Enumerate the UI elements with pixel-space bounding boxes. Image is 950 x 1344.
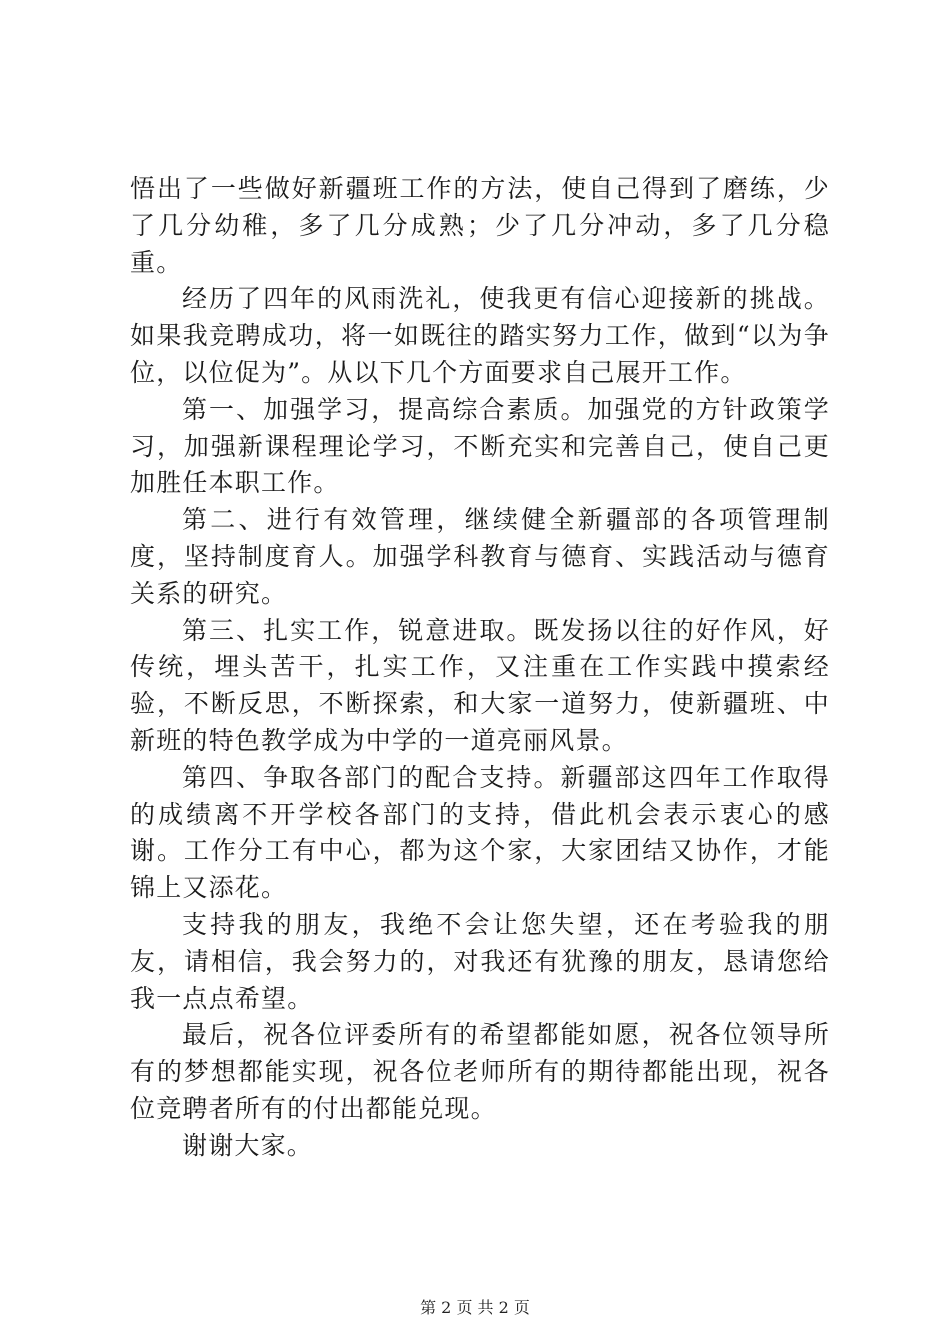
paragraph-1: 悟出了一些做好新疆班工作的方法，使自己得到了磨练，少了几分幼稚，多了几分成熟；少了几分冲动，多了几分稳重。 [130, 174, 830, 277]
paragraph-4: 第二、进行有效管理，继续健全新疆部的各项管理制度，坚持制度育人。加强学科教育与德育、实践活动与德育关系的研究。 [130, 505, 830, 608]
page-number-footer: 第 2 页 共 2 页 [420, 1298, 530, 1317]
paragraph-7: 支持我的朋友，我绝不会让您失望，还在考验我的朋友，请相信，我会努力的，对我还有犹豫的朋友，恳请您给我一点点希望。 [130, 909, 830, 1013]
document-body [130, 171, 830, 1165]
paragraph-9: 谢谢大家。 [182, 1130, 314, 1160]
paragraph-8: 最后，祝各位评委所有的希望都能如愿，祝各位领导所有的梦想都能实现，祝各位老师所有的期待都能出现，祝各位竞聘者所有的付出都能兑现。 [130, 1020, 830, 1123]
paragraph-2: 经历了四年的风雨洗礼，使我更有信心迎接新的挑战。如果我竞聘成功，将一如既往的踏实努力工作，做到“以为争位，以位促为”。从以下几个方面要求自己展开工作。 [130, 284, 830, 387]
paragraph-3: 第一、加强学习，提高综合素质。加强党的方针政策学习，加强新课程理论学习，不断充实和完善自己，使自己更加胜任本职工作。 [130, 394, 830, 498]
paragraph-5: 第三、扎实工作，锐意进取。既发扬以往的好作风，好传统，埋头苦干，扎实工作，又注重在工作实践中摸索经验，不断反思，不断探索，和大家一道努力，使新疆班、中新班的特色教学成为中学的一道亮丽风景。 [130, 615, 830, 755]
paragraph-6: 第四、争取各部门的配合支持。新疆部这四年工作取得的成绩离不开学校各部门的支持，借此机会表示衷心的感谢。工作分工有中心，都为这个家，大家团结又协作，才能锦上又添花。 [130, 762, 830, 903]
